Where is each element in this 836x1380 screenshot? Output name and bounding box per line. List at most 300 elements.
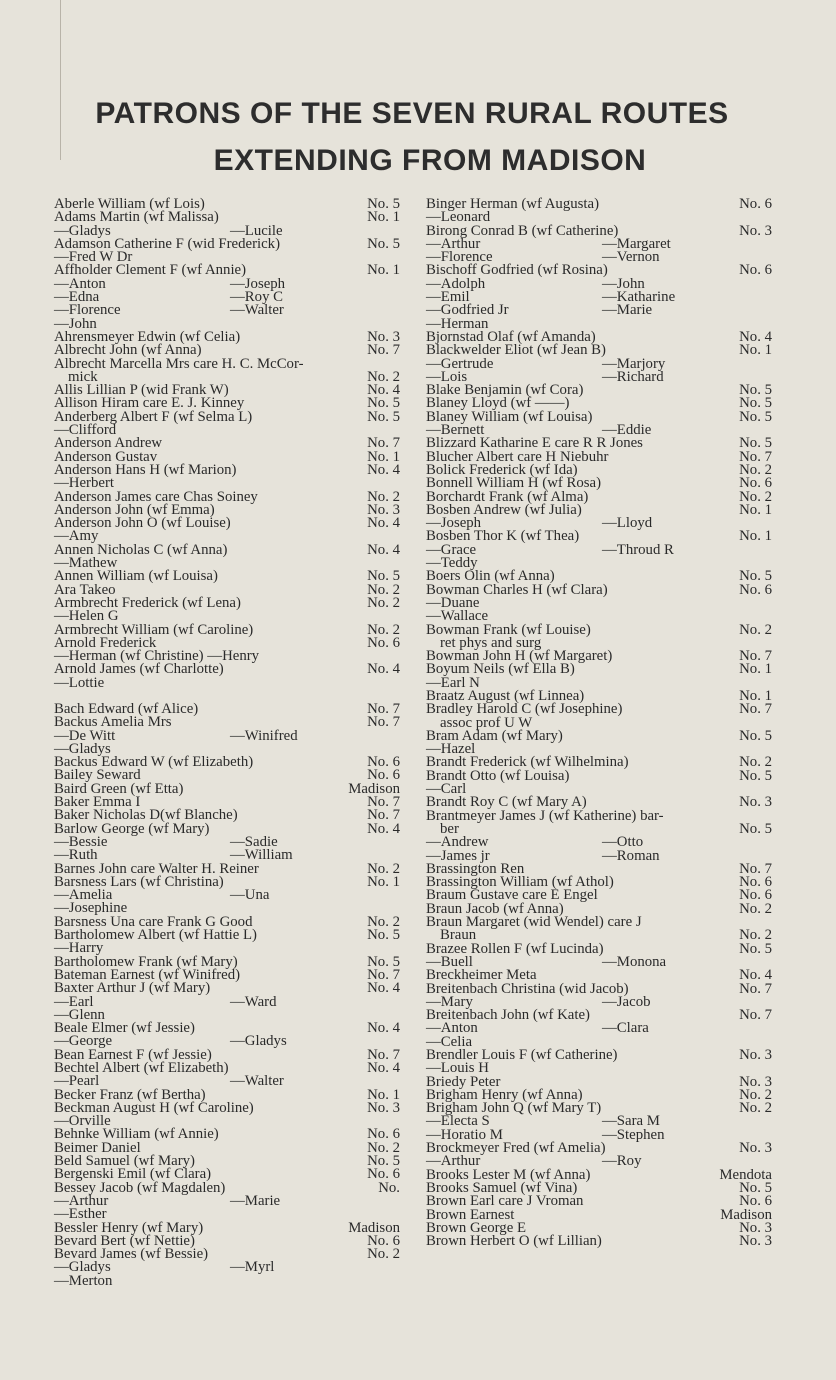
directory-entry: [54, 674, 400, 691]
family-member: —Mary: [426, 993, 473, 1010]
family-member: —Amelia: [54, 887, 113, 904]
entry-name: Braun: [440, 927, 477, 944]
route-number: No. 1: [367, 873, 400, 890]
entry-name: Brigham John Q (wf Mary T): [426, 1100, 602, 1117]
route-number: No. 5: [367, 568, 400, 585]
family-member: —Walter: [230, 1073, 284, 1090]
route-number: No. 2: [367, 368, 400, 385]
right-column: [426, 198, 772, 1248]
route-number: No. 7: [739, 1007, 772, 1024]
route-number: No. 6: [367, 634, 400, 651]
directory-entry: [426, 807, 772, 824]
route-number: No. 4: [367, 1020, 400, 1037]
entry-name: Backus Amelia Mrs: [54, 714, 172, 731]
entry-name: —Lottie: [54, 674, 105, 691]
family-member: —James jr: [426, 847, 490, 864]
entry-name: Brendler Louis F (wf Catherine): [426, 1047, 618, 1063]
route-number: No. 3: [367, 501, 400, 518]
route-number: No. 6: [739, 475, 772, 492]
entry-name: Barnes John care Walter H. Reiner: [54, 860, 259, 877]
route-number: No. 6: [739, 874, 772, 891]
left-column: [54, 198, 400, 1288]
route-number: No. 6: [739, 196, 772, 212]
page-title: [52, 94, 772, 181]
route-number: No. 4: [367, 382, 400, 399]
entry-name: Brandt Frederick (wf Wilhelmina): [426, 754, 629, 771]
family-member: —Eddie: [602, 422, 652, 439]
entry-name: Bessey Jacob (wf Magdalen): [54, 1179, 226, 1196]
route-number: No. 5: [739, 940, 772, 957]
entry-name: assoc prof U W: [440, 714, 533, 731]
entry-name: —Herman: [426, 315, 489, 332]
entry-name: Bean Earnest F (wf Jessie): [54, 1046, 212, 1063]
directory-entry: [54, 275, 400, 292]
entry-name: —Clifford: [54, 422, 117, 439]
route-number: No. 6: [739, 581, 772, 598]
entry-name: Blake Benjamin (wf Cora): [426, 382, 584, 399]
entry-name: —Hazel: [426, 741, 476, 758]
entry-name: —Fred W Dr: [54, 249, 133, 266]
entry-name: Armbrecht Frederick (wf Lena): [54, 594, 241, 611]
entry-name: Bram Adam (wf Mary): [426, 727, 563, 744]
family-member: —Arthur: [426, 235, 481, 252]
family-member: —Arthur: [54, 1192, 109, 1209]
title-line-1: PATRONS OF THE SEVEN RURAL ROUTES: [95, 97, 729, 130]
entry-name: Behnke William (wf Annie): [54, 1126, 219, 1143]
entry-name: Barlow George (wf Mary): [54, 820, 210, 837]
entry-name: —Duane: [426, 594, 480, 611]
entry-name: Bevard James (wf Bessie): [54, 1246, 209, 1263]
entry-name: Boyum Neils (wf Ella B): [426, 661, 575, 678]
family-member: —George: [54, 1033, 113, 1050]
entry-name: Anderson Gustav: [54, 448, 158, 465]
entry-name: Binger Herman (wf Augusta): [426, 196, 599, 212]
entry-name: Ahrensmeyer Edwin (wf Celia): [54, 328, 241, 345]
entry-name: Blizzard Katharine E care R R Jones: [426, 435, 643, 452]
entry-name: Beld Samuel (wf Mary): [54, 1153, 195, 1170]
route-number: No. 2: [739, 927, 772, 944]
family-member: —Margaret: [602, 235, 671, 252]
entry-name: Barsness Lars (wf Christina): [54, 873, 224, 890]
family-member: —Gladys: [230, 1033, 287, 1050]
route-number: No. 5: [739, 435, 772, 452]
family-member: —Andrew: [426, 834, 489, 851]
entry-name: Brantmeyer James J (wf Katherine) bar-: [426, 807, 664, 824]
entry-name: Arnold Frederick: [54, 634, 157, 651]
directory-entry: [54, 929, 400, 942]
entry-name: Brown George E: [426, 1219, 526, 1236]
route-number: No. 3: [739, 1140, 772, 1157]
entry-name: Blackwelder Eliot (wf Jean B): [426, 342, 606, 359]
family-member: —Florence: [426, 249, 493, 266]
route-number: No. 7: [367, 794, 400, 811]
route-number: No.: [378, 1179, 400, 1196]
entry-name: Bonnell William H (wf Rosa): [426, 475, 602, 492]
route-number: No. 1: [739, 501, 772, 518]
route-number: No. 1: [367, 1086, 400, 1103]
route-number: No. 3: [739, 1233, 772, 1250]
entry-name: Bailey Seward: [54, 767, 141, 784]
route-number: No. 4: [367, 820, 400, 837]
route-number: No. 5: [367, 395, 400, 412]
entry-name: —Herman (wf Christine) —Henry: [54, 648, 260, 665]
entry-name: Braum Gustave care E Engel: [426, 887, 598, 904]
entry-name: Anderberg Albert F (wf Selma L): [54, 408, 253, 425]
route-number: No. 7: [367, 342, 400, 359]
directory-entry: [426, 767, 772, 784]
entry-name: Albrecht Marcella Mrs care H. C. McCor-: [54, 355, 304, 372]
entry-name: ret phys and surg: [440, 634, 542, 651]
entry-name: —Herbert: [54, 475, 114, 492]
route-number: No. 5: [739, 408, 772, 425]
route-number: No. 7: [739, 860, 772, 877]
entry-name: Bolick Frederick (wf Ida): [426, 461, 578, 478]
family-member: —Buell: [426, 953, 473, 970]
route-number: No. 2: [739, 488, 772, 505]
family-member: —De Witt: [54, 727, 116, 744]
route-number: No. 5: [367, 408, 400, 425]
entry-name: —Celia: [426, 1033, 473, 1050]
family-member: —Monona: [602, 953, 667, 970]
route-number: No. 3: [739, 1047, 772, 1063]
entry-name: Brassington Ren: [426, 860, 525, 877]
route-number: No. 5: [367, 953, 400, 970]
route-number: No. 2: [739, 754, 772, 771]
route-number: No. 7: [367, 714, 400, 731]
entry-name: Beckman August H (wf Caroline): [54, 1099, 254, 1116]
entry-name: —Glenn: [54, 1006, 105, 1023]
entry-name: Bowman John H (wf Margaret): [426, 648, 613, 665]
route-number: No. 4: [367, 461, 400, 478]
entry-name: Anderson John (wf Emma): [54, 501, 215, 518]
family-member: —Ward: [230, 993, 277, 1010]
entry-name: Aberle William (wf Lois): [54, 196, 205, 212]
entry-name: —Merton: [54, 1272, 113, 1289]
route-number: No. 7: [739, 648, 772, 665]
entry-name: —Gladys: [54, 740, 111, 757]
directory-entry: [54, 355, 400, 372]
entry-name: Birong Conrad B (wf Catherine): [426, 222, 619, 239]
family-member: —Otto: [602, 834, 644, 851]
route-number: No. 5: [739, 382, 772, 399]
route-number: No. 5: [739, 395, 772, 412]
family-member: —Sadie: [230, 833, 278, 850]
family-member: —Anton: [54, 275, 106, 292]
entry-name: Brandt Otto (wf Louisa): [426, 767, 570, 784]
family-member: —Bessie: [54, 833, 108, 850]
family-member: —Clara: [602, 1020, 649, 1037]
route-number: No. 6: [739, 887, 772, 904]
entry-name: Barsness Una care Frank G Good: [54, 913, 253, 930]
route-number: No. 3: [739, 794, 772, 811]
route-number: No. 2: [739, 1086, 772, 1103]
route-number: No. 7: [367, 807, 400, 824]
directory-entry: [54, 993, 400, 1010]
entry-name: —John: [54, 315, 97, 332]
directory-entry: [426, 727, 772, 744]
family-member: —Richard: [602, 368, 664, 385]
route-number: No. 5: [367, 927, 400, 944]
title-line-2: EXTENDING FROM MADISON: [213, 144, 647, 177]
directory-entry: [426, 916, 772, 929]
directory-entry: [54, 982, 400, 995]
family-member: —Lucile: [230, 222, 283, 239]
entry-name: Brigham Henry (wf Anna): [426, 1086, 583, 1103]
entry-name: Bowman Frank (wf Louise): [426, 621, 591, 638]
entry-name: Borchardt Frank (wf Alma): [426, 488, 589, 505]
entry-name: Baker Emma I: [54, 794, 141, 811]
entry-name: Becker Franz (wf Bertha): [54, 1086, 206, 1103]
entry-name: Bartholomew Albert (wf Hattie L): [54, 927, 257, 944]
family-member: —Gladys: [54, 1259, 111, 1276]
entry-name: Arnold James (wf Charlotte): [54, 661, 224, 678]
route-number: No. 4: [367, 1060, 400, 1076]
entry-name: Annen Nicholas C (wf Anna): [54, 541, 228, 558]
entry-name: Affholder Clement F (wf Annie): [54, 262, 247, 279]
family-member: —Myrl: [230, 1259, 275, 1276]
entry-name: Bach Edward (wf Alice): [54, 700, 199, 717]
entry-name: Beimer Daniel: [54, 1139, 141, 1156]
route-number: No. 3: [367, 1099, 400, 1116]
family-member: —Ruth: [54, 847, 98, 864]
family-member: —Vernon: [602, 249, 660, 266]
entry-name: Anderson John O (wf Louise): [54, 515, 231, 532]
family-member: —Marie: [602, 302, 653, 319]
route-number: No. 6: [367, 754, 400, 771]
directory-entry: [54, 517, 400, 530]
entry-name: Baxter Arthur J (wf Mary): [54, 980, 211, 997]
entry-name: [426, 275, 772, 292]
family-member: —Lloyd: [602, 515, 653, 532]
family-member: —Adolph: [426, 275, 486, 292]
entry-name: Bessler Henry (wf Mary): [54, 1219, 204, 1236]
route-number: No. 2: [367, 581, 400, 598]
directory-entry: [54, 833, 400, 850]
route-number: No. 6: [367, 1166, 400, 1183]
entry-name: Braatz August (wf Linnea): [426, 687, 585, 704]
entry-name: [54, 833, 400, 850]
route-number: No. 2: [739, 1100, 772, 1117]
directory-entry: [426, 940, 772, 957]
family-member: —Gladys: [54, 222, 111, 239]
family-member: —Una: [230, 887, 270, 904]
family-member: —Winifred: [230, 727, 298, 744]
family-member: —Anton: [426, 1020, 478, 1037]
entry-name: Breitenbach Christina (wid Jacob): [426, 980, 629, 997]
route-number: Madison: [348, 1219, 400, 1236]
route-number: No. 5: [367, 235, 400, 252]
family-member: —Pearl: [54, 1073, 100, 1090]
route-number: No. 7: [367, 435, 400, 452]
family-member: —Horatio M: [426, 1126, 503, 1143]
entry-name: Blaney Lloyd (wf ——): [426, 395, 570, 412]
route-number: No. 5: [739, 727, 772, 744]
family-member: —Electa S: [426, 1113, 490, 1130]
entry-name: —Orville: [54, 1113, 111, 1130]
entry-name: Breckheimer Meta: [426, 967, 537, 984]
family-member: —Joseph: [230, 275, 286, 292]
route-number: No. 1: [367, 262, 400, 279]
route-number: No. 7: [367, 966, 400, 983]
family-member: —Arthur: [426, 1153, 481, 1170]
route-number: No. 4: [367, 661, 400, 678]
entry-name: Brazee Rollen F (wf Lucinda): [426, 940, 604, 957]
entry-name: Albrecht John (wf Anna): [54, 342, 202, 359]
entry-name: Bjornstad Olaf (wf Amanda): [426, 328, 596, 345]
route-number: No. 5: [367, 1153, 400, 1170]
entry-name: Armbrecht William (wf Caroline): [54, 621, 254, 638]
entry-name: Braun Jacob (wf Anna): [426, 900, 564, 917]
entry-name: Beale Elmer (wf Jessie): [54, 1020, 195, 1037]
route-number: No. 7: [367, 1046, 400, 1063]
entry-name: Anderson Hans H (wf Marion): [54, 461, 237, 478]
entry-name: —Wallace: [426, 608, 489, 625]
route-number: No. 2: [367, 1246, 400, 1263]
route-number: No. 6: [367, 1232, 400, 1249]
family-member: —Sara M: [602, 1113, 660, 1130]
entry-name: Boers Olin (wf Anna): [426, 568, 555, 585]
entry-name: —Josephine: [54, 900, 128, 917]
route-number: No. 2: [739, 621, 772, 638]
entry-name: Baird Green (wf Etta): [54, 780, 184, 797]
entry-name: Braun Margaret (wid Wendel) care J: [426, 914, 642, 931]
route-number: No. 2: [739, 900, 772, 917]
directory-entry: [54, 1062, 400, 1075]
entry-name: Brooks Samuel (wf Vina): [426, 1179, 578, 1196]
entry-name: [426, 1022, 772, 1035]
entry-name: Briedy Peter: [426, 1073, 501, 1090]
entry-name: Bevard Bert (wf Nettie): [54, 1232, 195, 1249]
entry-name: Brown Herbert O (wf Lillian): [426, 1233, 602, 1250]
entry-name: —Helen G: [54, 608, 119, 625]
entry-name: Bartholomew Frank (wf Mary): [54, 953, 238, 970]
directory-entry: [54, 304, 400, 317]
entry-name: Adamson Catherine F (wid Frederick): [54, 235, 281, 252]
route-number: No. 5: [739, 767, 772, 784]
route-number: Madison: [720, 1206, 772, 1223]
route-number: No. 4: [367, 515, 400, 532]
route-number: No. 5: [739, 568, 772, 585]
route-number: No. 1: [739, 687, 772, 704]
entry-name: Adams Martin (wf Malissa): [54, 209, 219, 226]
entry-name: Bischoff Godfried (wf Rosina): [426, 262, 608, 279]
entry-name: Blucher Albert care H Niebuhr: [426, 448, 609, 465]
family-member: —Edna: [54, 289, 100, 306]
entry-name: [54, 275, 400, 292]
route-number: No. 5: [367, 196, 400, 212]
entry-name: —Amy: [54, 528, 99, 545]
entry-name: [54, 993, 400, 1010]
route-number: No. 2: [367, 860, 400, 877]
route-number: No. 3: [739, 1219, 772, 1236]
route-number: No. 7: [739, 448, 772, 465]
entry-name: Brockmeyer Fred (wf Amelia): [426, 1140, 606, 1157]
entry-name: Breitenbach John (wf Kate): [426, 1007, 590, 1024]
entry-name: Baker Nicholas D(wf Blanche): [54, 807, 238, 824]
family-member: —Florence: [54, 302, 121, 319]
family-member: —Lois: [426, 368, 468, 385]
entry-name: Brown Earl care J Vroman: [426, 1193, 584, 1210]
family-member: —Roman: [602, 847, 660, 864]
route-number: No. 1: [367, 448, 400, 465]
directory-entry: [426, 1235, 772, 1248]
route-number: No. 6: [739, 262, 772, 279]
route-number: No. 5: [739, 1179, 772, 1196]
entry-name: Anderson James care Chas Soiney: [54, 488, 258, 505]
entry-name: ber: [440, 820, 459, 837]
family-member: —Marjory: [602, 355, 666, 372]
directory-entry: [426, 530, 772, 543]
route-number: No. 3: [739, 1073, 772, 1090]
route-number: No. 1: [739, 661, 772, 678]
route-number: No. 2: [367, 1139, 400, 1156]
family-member: —Walter: [230, 302, 284, 319]
route-number: No. 2: [367, 913, 400, 930]
route-number: No. 3: [739, 222, 772, 239]
entry-name: Annen William (wf Louisa): [54, 568, 218, 585]
route-number: No. 7: [739, 980, 772, 997]
route-number: Mendota: [719, 1166, 772, 1183]
route-number: No. 3: [367, 328, 400, 345]
route-number: No. 7: [367, 700, 400, 717]
entry-name: Bowman Charles H (wf Clara): [426, 581, 608, 598]
entry-name: —Earl N: [426, 674, 480, 691]
route-number: No. 5: [739, 820, 772, 837]
family-member: —Godfried Jr: [426, 302, 509, 319]
entry-name: Bosben Andrew (wf Julia): [426, 501, 582, 518]
family-member: —Joseph: [426, 515, 482, 532]
entry-name: Bosben Thor K (wf Thea): [426, 528, 580, 545]
entry-name: Bergenski Emil (wf Clara): [54, 1166, 212, 1183]
entry-name: —Esther: [54, 1206, 107, 1223]
family-member: —Marie: [230, 1192, 281, 1209]
family-member: —Gertrude: [426, 355, 494, 372]
family-member: —Roy: [602, 1153, 642, 1170]
route-number: No. 7: [739, 701, 772, 718]
family-member: —Roy C: [230, 289, 284, 306]
route-number: No. 4: [739, 967, 772, 984]
entry-name: mick: [68, 368, 98, 385]
family-member: —Stephen: [602, 1126, 665, 1143]
entry-name: Bateman Earnest (wf Winifred): [54, 966, 241, 983]
route-number: No. 6: [367, 767, 400, 784]
entry-name: Bechtel Albert (wf Elizabeth): [54, 1060, 229, 1076]
directory-entry: [426, 980, 772, 997]
family-member: —Jacob: [602, 993, 651, 1010]
family-member: —Katharine: [602, 289, 676, 306]
route-number: No. 2: [367, 594, 400, 611]
route-number: No. 1: [739, 528, 772, 545]
directory-entry: [426, 355, 772, 372]
entry-name: [426, 355, 772, 372]
directory-entry: [54, 663, 400, 676]
route-number: No. 6: [739, 1193, 772, 1210]
entry-name: Brooks Lester M (wf Anna): [426, 1166, 591, 1183]
family-member: —Emil: [426, 289, 470, 306]
entry-name: Ara Takeo: [54, 581, 116, 598]
route-number: No. 2: [739, 461, 772, 478]
family-member: —Throud R: [602, 541, 674, 558]
directory-entry: [54, 1272, 400, 1289]
entry-name: [54, 304, 400, 317]
entry-name: —Louis H: [426, 1060, 489, 1077]
route-number: No. 2: [367, 488, 400, 505]
entry-name: Backus Edward W (wf Elizabeth): [54, 754, 254, 771]
family-member: —Grace: [426, 541, 477, 558]
route-number: No. 2: [367, 621, 400, 638]
entry-name: Brown Earnest: [426, 1206, 515, 1223]
entry-name: Bradley Harold C (wf Josephine): [426, 701, 623, 718]
